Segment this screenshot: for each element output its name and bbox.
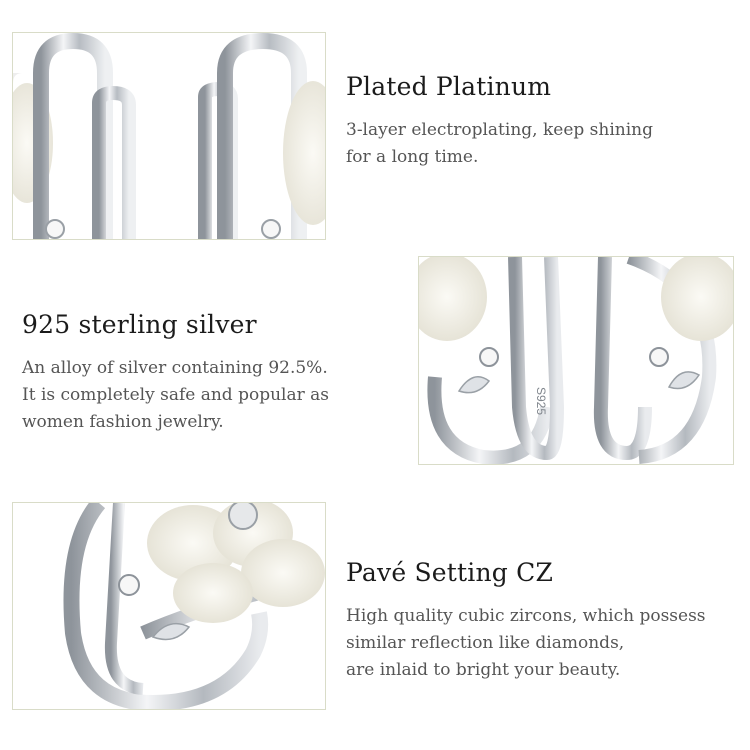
feature-description-line: High quality cubic zircons, which possess xyxy=(346,606,706,626)
feature-description-line: women fashion jewelry. xyxy=(22,412,224,432)
silver-stamp: S925 xyxy=(534,387,548,416)
feature-plated-platinum xyxy=(346,72,653,171)
feature-title: Plated Platinum xyxy=(346,72,552,101)
feature-title: 925 sterling silver xyxy=(22,310,257,339)
product-photo-plated-platinum xyxy=(12,32,326,240)
feature-sterling-silver xyxy=(22,310,329,436)
feature-pave-setting xyxy=(346,558,706,684)
product-photo-sterling-silver xyxy=(418,256,734,465)
feature-title: Pavé Setting CZ xyxy=(346,558,554,587)
feature-description-line: It is completely safe and popular as xyxy=(22,385,330,405)
feature-description xyxy=(346,117,653,171)
feature-description-line: An alloy of silver containing 92.5%. xyxy=(22,358,328,378)
feature-description-line: are inlaid to bright your beauty. xyxy=(346,660,621,680)
feature-description-line: for a long time. xyxy=(346,147,479,167)
feature-description xyxy=(22,355,329,436)
hoop-earrings-pair-stamp-icon xyxy=(419,257,733,464)
hoop-earrings-pair-closeup-icon xyxy=(13,33,325,239)
feature-description xyxy=(346,603,706,684)
feature-description-line: 3-layer electroplating, keep shining xyxy=(346,120,653,140)
hoop-earring-flower-zircon-icon xyxy=(13,503,325,709)
feature-description-line: similar reflection like diamonds, xyxy=(346,633,625,653)
product-photo-pave-setting xyxy=(12,502,326,710)
